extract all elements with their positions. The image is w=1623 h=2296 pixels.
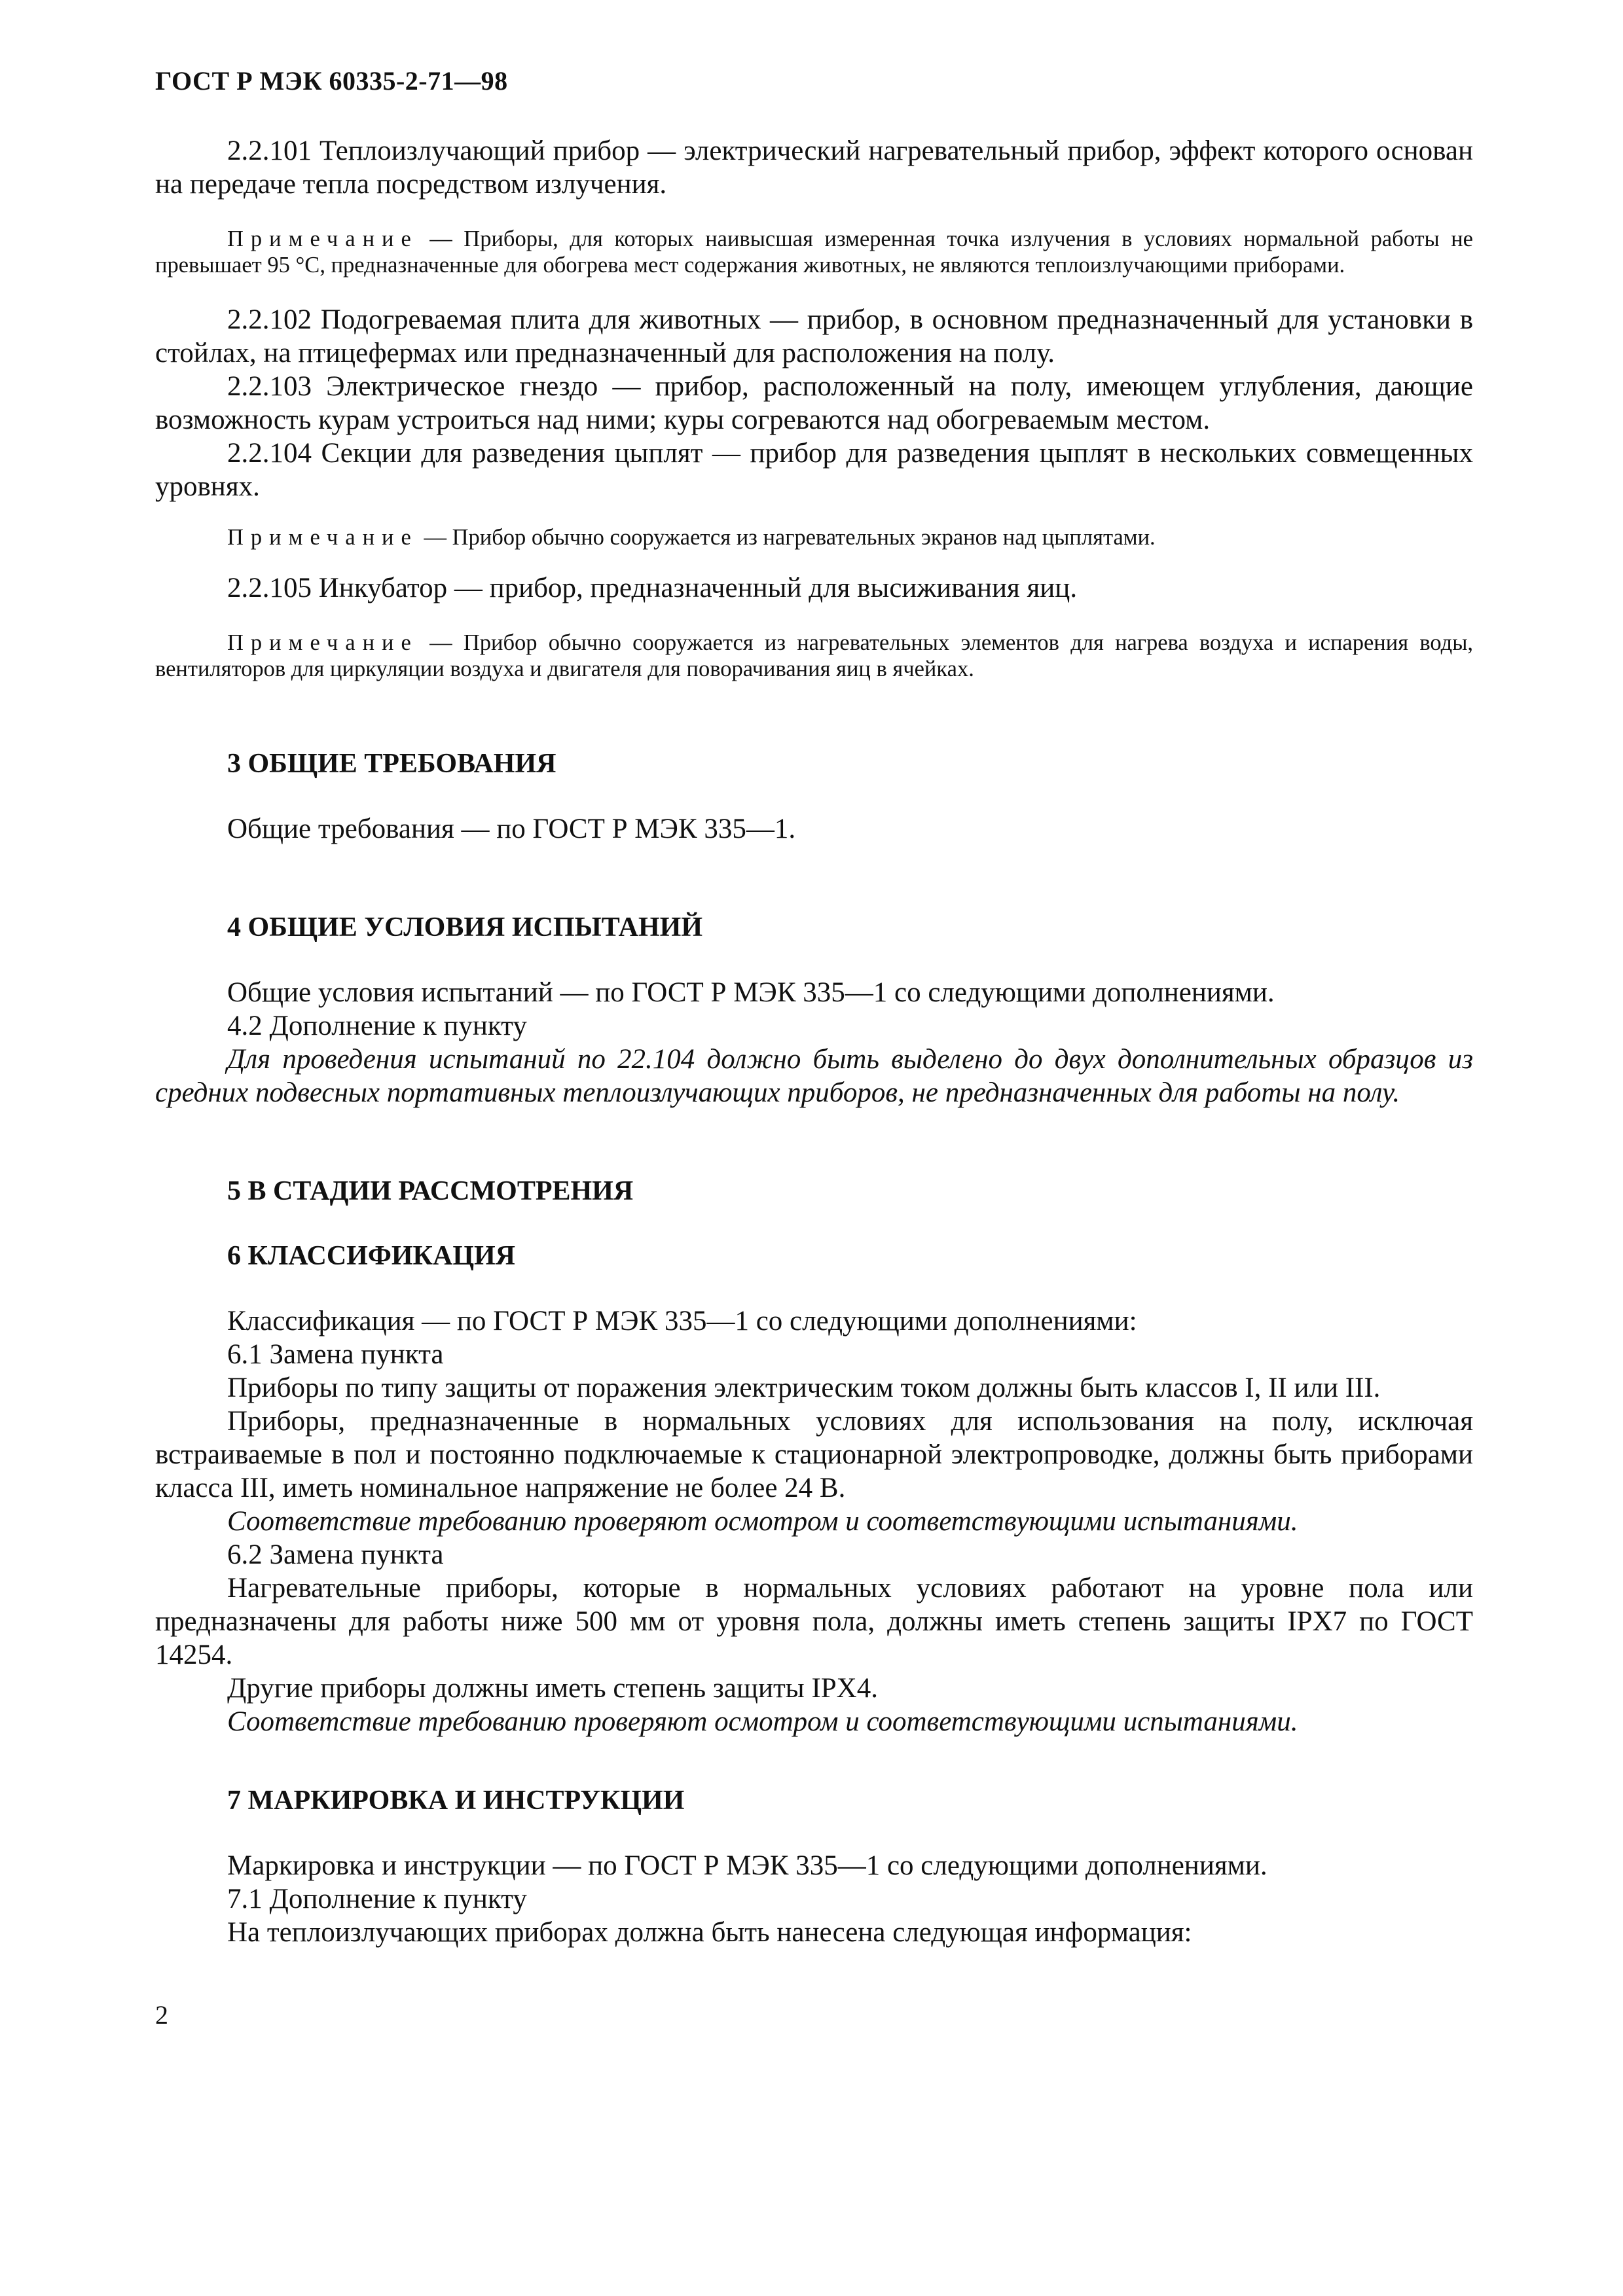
section-6-text: Классификация — по ГОСТ Р МЭК 335—1 со следующими дополнениями: xyxy=(227,1306,1137,1336)
note-2 xyxy=(155,524,1473,550)
clause-6-2-text-a: Нагревательные приборы, которые в нормальных условиях работают на уровне пола или предназначены для работы ниже 500 мм от уровня пола, должны иметь степень защиты IPX7 по ГОСТ 14254. xyxy=(155,1573,1473,1670)
definition-2-2-104: 2.2.104 Секции для разведения цыплят — прибор для разведения цыплят в нескольких совмещенных уровнях. xyxy=(155,438,1473,502)
clause-4-2-text: Для проведения испытаний по 22.104 должно быть выделено до двух дополнительных образцов из средних подвесных портативных теплоизлучающих приборов, не предназначенных для работы на полу. xyxy=(155,1044,1473,1108)
section-3-text: Общие требования — по ГОСТ Р МЭК 335—1. xyxy=(227,814,796,844)
document-header: ГОСТ Р МЭК 60335-2-71—98 xyxy=(155,66,508,96)
definition-2-2-101: 2.2.101 Теплоизлучающий прибор — электрический нагревательный прибор, эффект которого основан на передаче тепла посредством излучения. xyxy=(155,135,1473,200)
clause-7-1-text: На теплоизлучающих приборах должна быть нанесена следующая информация: xyxy=(227,1917,1192,1948)
section-heading-4: 4 ОБЩИЕ УСЛОВИЯ ИСПЫТАНИЙ xyxy=(227,912,702,942)
clause-6-1: 6.1 Замена пункта xyxy=(227,1339,444,1370)
section-4-text: Общие условия испытаний — по ГОСТ Р МЭК 335—1 со следующими дополнениями. xyxy=(227,977,1275,1008)
note-text: — Прибор обычно сооружается из нагревательных элементов для нагрева воздуха и испарения воды, вентиляторов для циркуляции воздуха и двигателя для поворачивания яиц в ячейках. xyxy=(155,630,1473,681)
section-heading-3: 3 ОБЩИЕ ТРЕБОВАНИЯ xyxy=(227,749,556,779)
page-number: 2 xyxy=(155,2000,168,2030)
section-heading-7: 7 МАРКИРОВКА И ИНСТРУКЦИИ xyxy=(227,1785,685,1816)
note-text: — Приборы, для которых наивысшая измеренная точка излучения в условиях нормальной работы не превышает 95 °С, предназначенные для обогрева мест содержания животных, не являются теплоизлучающими приборами. xyxy=(155,226,1473,278)
note-1 xyxy=(155,226,1473,278)
document-body xyxy=(155,134,1473,1949)
note-text: — Прибор обычно сооружается из нагревательных экранов над цыплятами. xyxy=(418,525,1156,550)
clause-4-2: 4.2 Дополнение к пункту xyxy=(227,1011,527,1041)
clause-6-1-compliance: Соответствие требованию проверяют осмотром и соответствующими испытаниями. xyxy=(227,1506,1298,1537)
note-label: Примечание xyxy=(227,226,418,251)
clause-6-2-text-b: Другие приборы должны иметь степень защиты IPX4. xyxy=(227,1673,878,1704)
note-label: Примечание xyxy=(227,630,418,655)
clause-6-2: 6.2 Замена пункта xyxy=(227,1539,444,1570)
note-3 xyxy=(155,630,1473,682)
clause-6-2-compliance: Соответствие требованию проверяют осмотром и соответствующими испытаниями. xyxy=(227,1706,1298,1737)
section-heading-5: 5 В СТАДИИ РАССМОТРЕНИЯ xyxy=(227,1176,634,1206)
definition-2-2-102: 2.2.102 Подогреваемая плита для животных — прибор, в основном предназначенный для установки в стойлах, на птицефермах или предназначенный для расположения на полу. xyxy=(155,304,1473,368)
section-7-text: Маркировка и инструкции — по ГОСТ Р МЭК 335—1 со следующими дополнениями. xyxy=(227,1850,1267,1881)
clause-6-1-text-b: Приборы, предназначенные в нормальных условиях для использования на полу, исключая встраиваемые в пол и постоянно подключаемые к стационарной электропроводке, должны быть приборами класса III, иметь номинальное напряжение не более 24 В. xyxy=(155,1406,1473,1503)
clause-6-1-text-a: Приборы по типу защиты от поражения электрическим током должны быть классов I, II или III. xyxy=(227,1372,1381,1403)
definition-2-2-105: 2.2.105 Инкубатор — прибор, предназначенный для высиживания яиц. xyxy=(227,573,1078,603)
definition-2-2-103: 2.2.103 Электрическое гнездо — прибор, расположенный на полу, имеющем углубления, дающие возможность курам устроиться над ними; куры согреваются над обогреваемым местом. xyxy=(155,371,1473,435)
section-heading-6: 6 КЛАССИФИКАЦИЯ xyxy=(227,1241,516,1271)
clause-7-1: 7.1 Дополнение к пункту xyxy=(227,1884,527,1914)
note-label: Примечание xyxy=(227,525,418,550)
